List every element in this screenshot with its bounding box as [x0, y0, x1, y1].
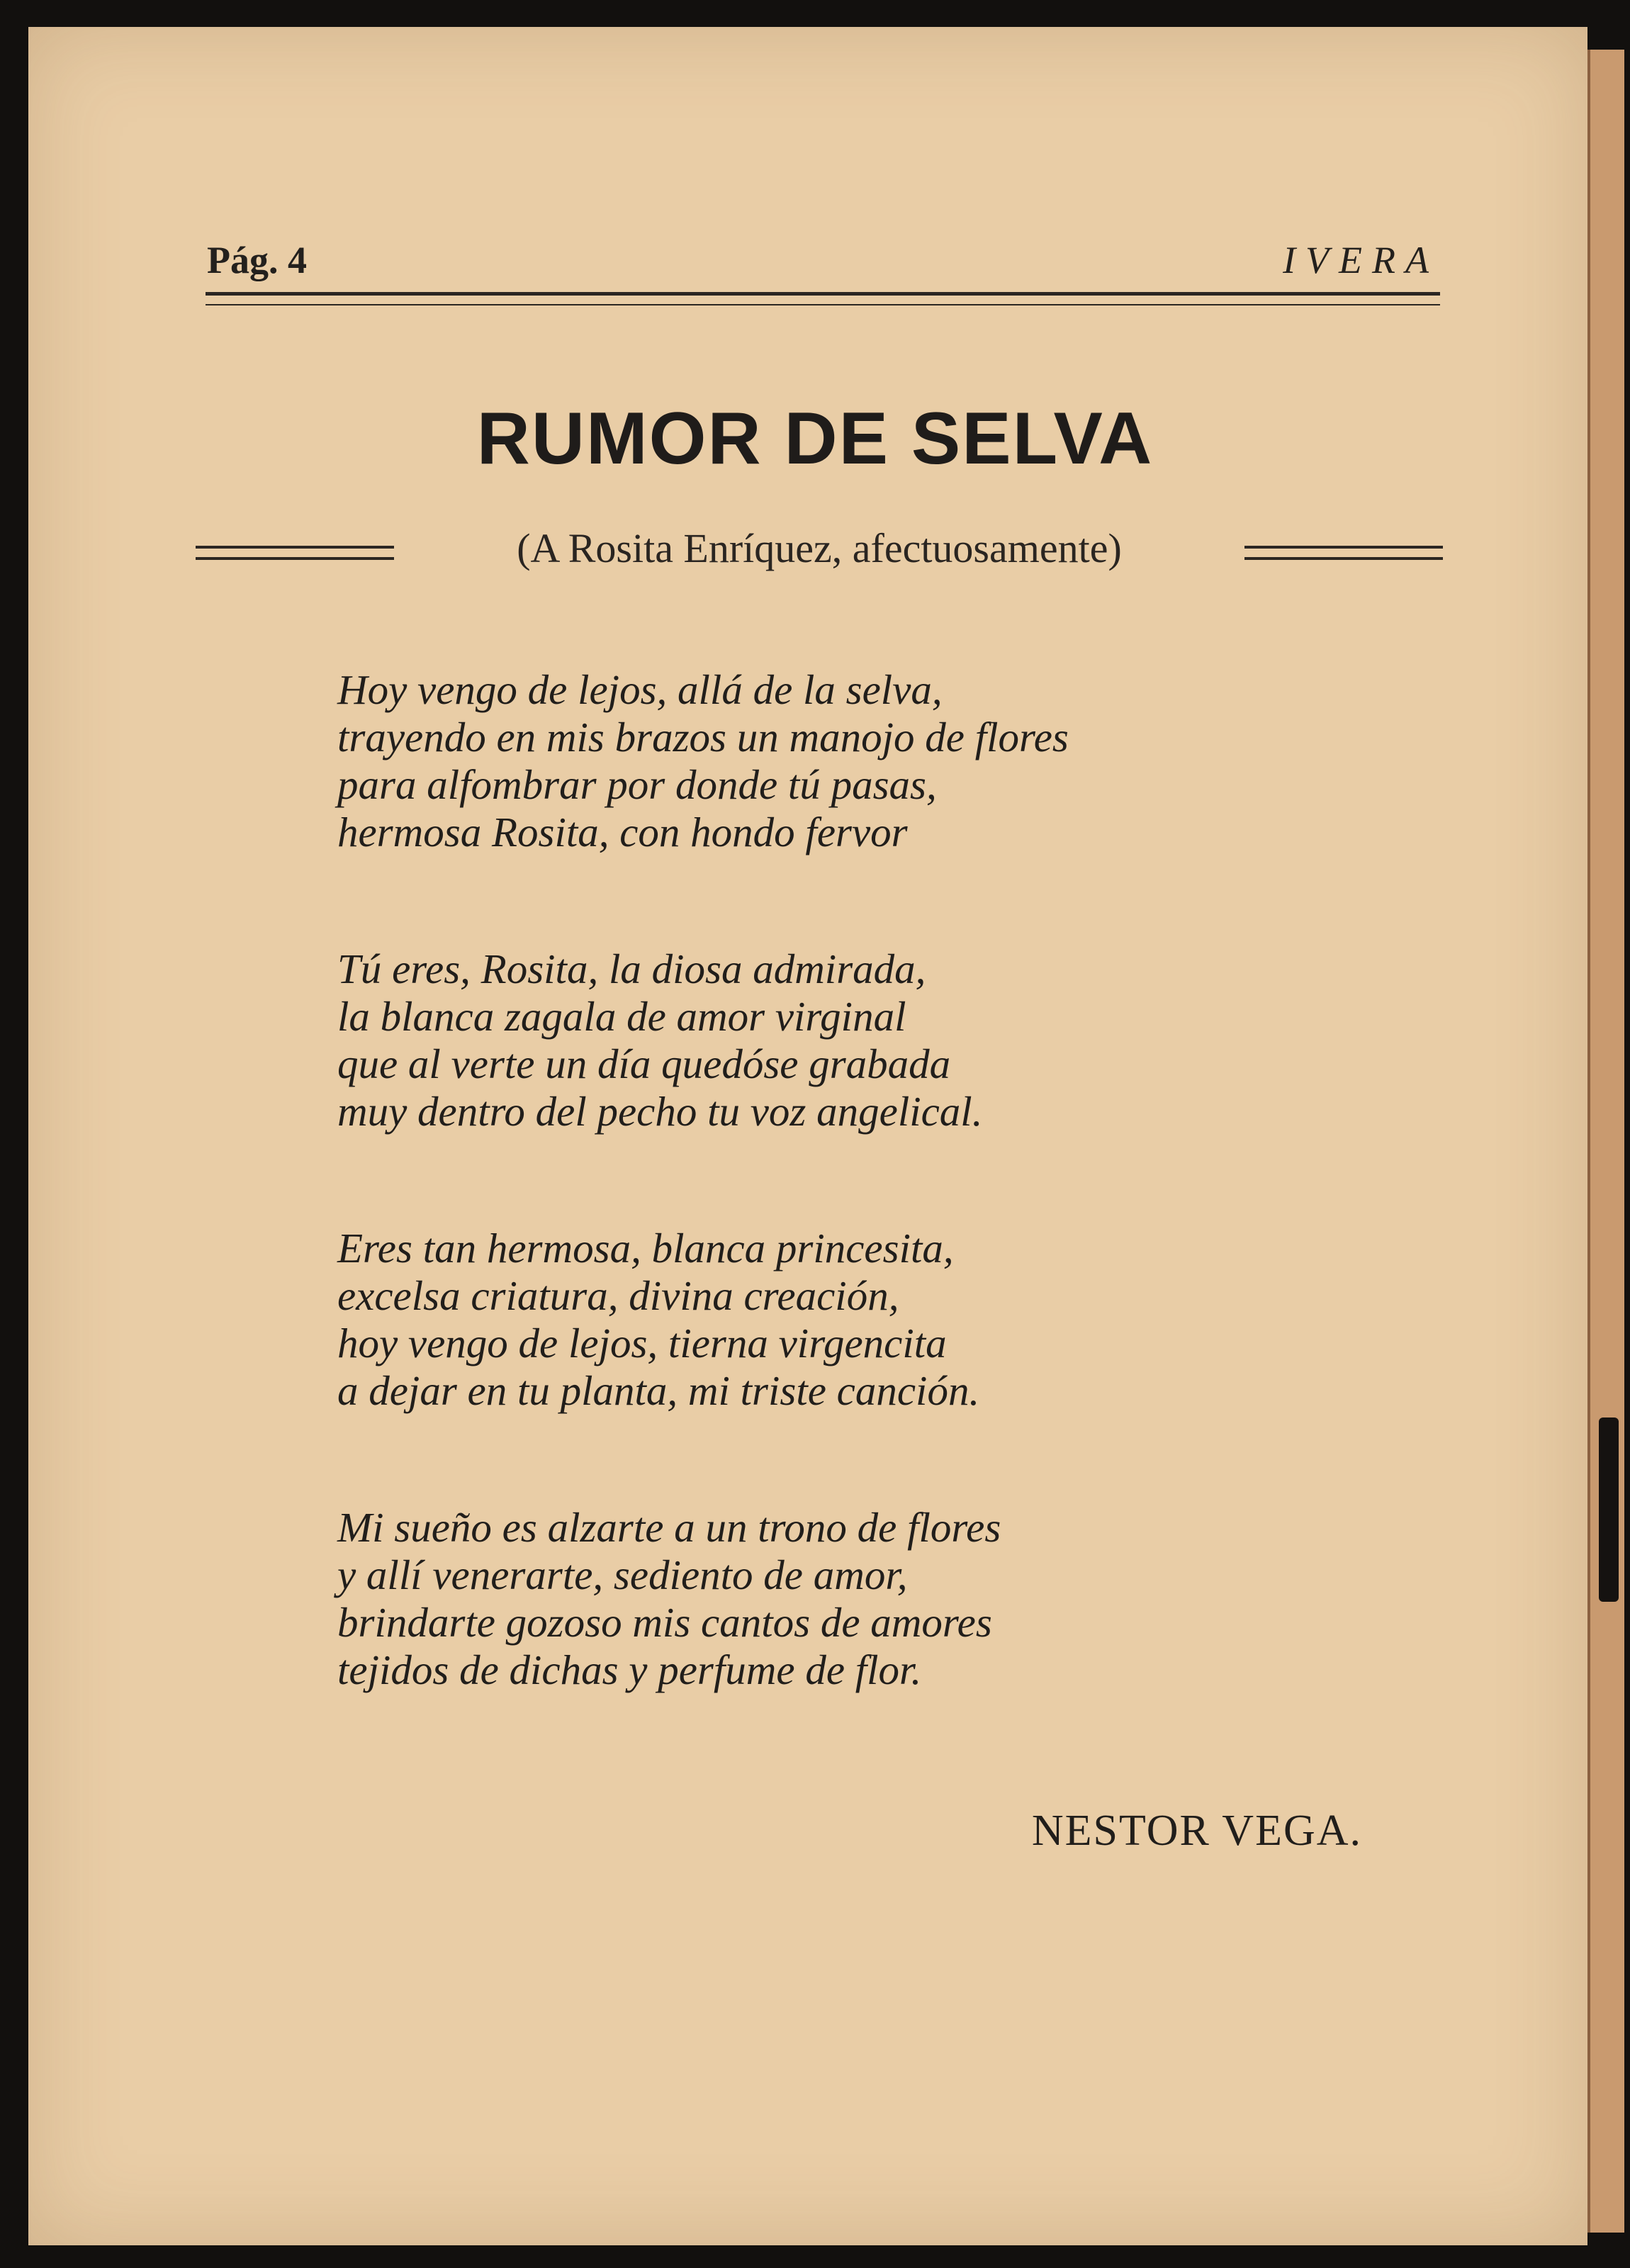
- page-number: Pág. 4: [207, 239, 307, 281]
- binding-notch: [1599, 1418, 1619, 1602]
- verse-line: Tú eres, Rosita, la diosa admirada,: [337, 945, 926, 992]
- stanza: [337, 666, 1457, 856]
- dedication-rule-right: [1244, 546, 1443, 560]
- author-signature: NESTOR VEGA.: [1031, 1807, 1362, 1855]
- verse-line: excelsa criatura, divina creación,: [337, 1272, 899, 1319]
- dedication-rule-left: [196, 546, 394, 560]
- page-edge: [1587, 50, 1624, 2233]
- verse-line: brindarte gozoso mis cantos de amores: [337, 1599, 992, 1646]
- stanza: [337, 1225, 1457, 1415]
- verse-line: a dejar en tu planta, mi triste canción.: [337, 1367, 980, 1414]
- verse-line: Eres tan hermosa, blanca princesita,: [337, 1225, 954, 1271]
- stanza: [337, 945, 1457, 1135]
- verse-line: muy dentro del pecho tu voz angelical.: [337, 1088, 983, 1135]
- verse-line: tejidos de dichas y perfume de flor.: [337, 1646, 922, 1693]
- verse-line: trayendo en mis brazos un manojo de flores: [337, 714, 1069, 760]
- verse-line: Mi sueño es alzarte a un trono de flores: [337, 1504, 1001, 1551]
- verse-line: para alfombrar por donde tú pasas,: [337, 761, 937, 808]
- header-rule: [206, 292, 1440, 305]
- verse-line: y allí venerarte, sediento de amor,: [337, 1551, 908, 1598]
- stanza: [337, 1504, 1457, 1694]
- verse-line: Hoy vengo de lejos, allá de la selva,: [337, 666, 943, 713]
- verse-line: hoy vengo de lejos, tierna virgencita: [337, 1320, 947, 1366]
- dedication-row: [196, 524, 1443, 588]
- verse-line: hermosa Rosita, con hondo fervor: [337, 809, 908, 855]
- poem-body: [337, 666, 1457, 1783]
- dedication: (A Rosita Enríquez, afectuosamente): [517, 525, 1122, 571]
- verse-line: que al verte un día quedóse grabada: [337, 1040, 951, 1087]
- journal-name: IVERA: [1283, 239, 1439, 281]
- running-head: [207, 238, 1439, 288]
- verse-line: la blanca zagala de amor virginal: [337, 993, 906, 1040]
- poem-title: RUMOR DE SELVA: [476, 398, 1154, 480]
